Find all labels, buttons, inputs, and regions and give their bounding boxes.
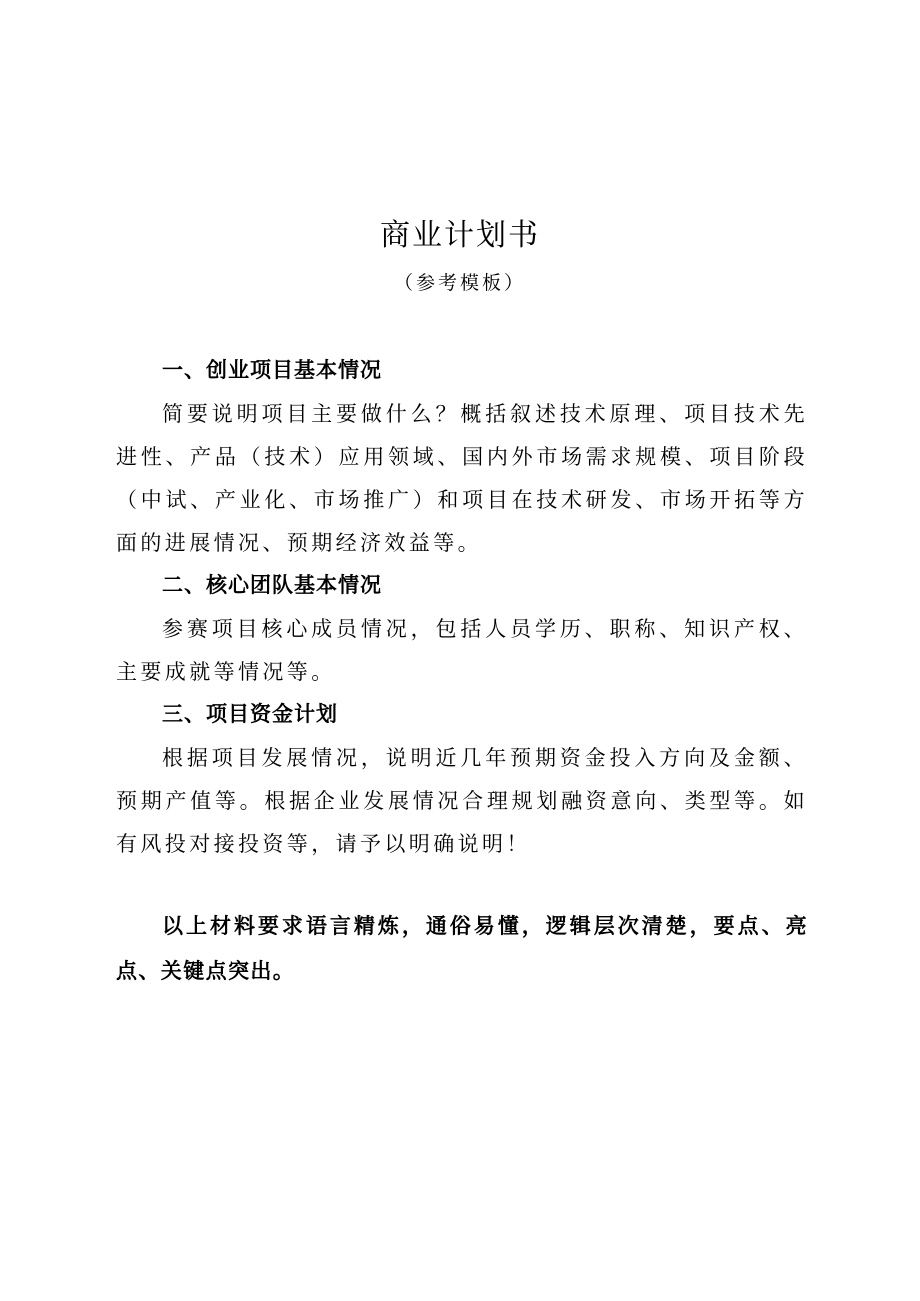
section-body-core-team: 参赛项目核心成员情况，包括人员学历、职称、知识产权、主要成就等情况等。 xyxy=(116,617,808,684)
section-heading-funding-plan: 三、项目资金计划 xyxy=(162,702,338,726)
section-body-funding-plan: 根据项目发展情况，说明近几年预期资金投入方向及金额、预期产值等。根据企业发展情况合理规划融资意向、类型等。如有风投对接投资等，请予以明确说明！ xyxy=(116,746,808,856)
section-heading-project-overview: 一、创业项目基本情况 xyxy=(162,358,382,382)
document-title: 商业计划书 xyxy=(380,218,540,253)
section-heading-core-team: 二、核心团队基本情况 xyxy=(162,573,382,597)
closing-requirements-note: 以上材料要求语言精炼，通俗易懂，逻辑层次清楚，要点、亮点、关键点突出。 xyxy=(116,914,808,983)
document-subtitle: （参考模板） xyxy=(393,272,526,294)
document-body xyxy=(116,351,808,994)
section-body-project-overview: 简要说明项目主要做什么？概括叙述技术原理、项目技术先进性、产品（技术）应用领域、国内外市场需求规模、项目阶段（中试、产业化、市场推广）和项目在技术研发、市场开拓等方面的进展情况、预期经济效益等。 xyxy=(116,402,808,555)
